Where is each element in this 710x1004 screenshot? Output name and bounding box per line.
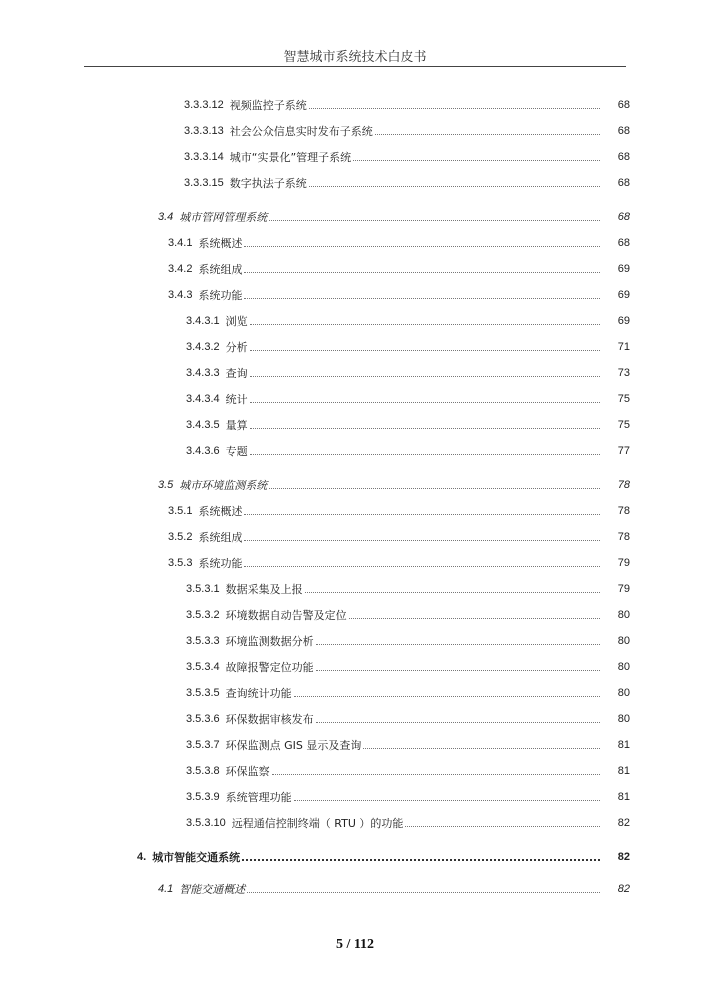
toc-entry-title: 环境监测数据分析 [225,635,314,648]
toc-entry-title: 系统组成 [198,531,243,544]
toc-entry-page: 71 [617,341,630,353]
toc-entry-page: 82 [617,817,630,829]
toc-entry-page: 75 [617,393,630,405]
toc-dot-leader [353,160,600,161]
toc-entry[interactable] [186,442,630,458]
toc-dot-leader [244,514,600,515]
toc-dot-leader [294,696,600,697]
toc-dot-leader [294,800,600,801]
toc-entry-number: 3.5.3 [168,557,193,569]
toc-entry[interactable] [186,788,630,804]
toc-entry-title: 数据采集及上报 [225,583,303,596]
toc-entry-page: 80 [617,635,630,647]
toc-entry-page: 79 [617,583,630,595]
toc-dot-leader [363,748,600,749]
toc-entry-title: 视频监控子系统 [229,99,307,112]
toc-entry-number: 3.4 [158,211,174,223]
toc-entry-number: 3.5.3.1 [186,583,220,595]
toc-dot-leader [269,220,600,221]
toc-entry[interactable] [186,814,630,830]
toc-entry-number: 3.4.1 [168,237,193,249]
toc-dot-leader [375,134,600,135]
toc-entry-page: 68 [617,151,630,163]
toc-entry-number: 3.5.1 [168,505,193,517]
toc-entry[interactable] [186,416,630,432]
toc-entry[interactable] [186,762,630,778]
toc-entry-title: 社会公众信息实时发布子系统 [229,125,373,138]
toc-entry-title: 环保数据审核发布 [225,713,314,726]
toc-entry-number: 3.3.3.12 [184,99,224,111]
toc-entry-page: 69 [617,289,630,301]
toc-entry[interactable] [158,880,630,896]
toc-entry[interactable] [186,364,630,380]
toc-entry[interactable] [186,390,630,406]
toc-entry-title: 数字执法子系统 [229,177,307,190]
toc-dot-leader [244,566,600,567]
toc-entry-number: 3.5.3.7 [186,739,220,751]
toc-entry-title: 系统管理功能 [225,791,292,804]
toc-entry-page: 80 [617,687,630,699]
toc-entry-number: 3.5.2 [168,531,193,543]
toc-entry-title: 系统概述 [198,237,243,250]
toc-entry-title: 查询 [225,367,248,380]
toc-dot-leader [309,186,600,187]
toc-entry-page: 79 [617,557,630,569]
toc-entry[interactable] [137,848,630,864]
toc-entry-page: 80 [617,609,630,621]
toc-entry-page: 78 [617,505,630,517]
toc-entry-title: 故障报警定位功能 [225,661,314,674]
toc-entry[interactable] [186,580,630,596]
toc-dot-leader [247,892,600,893]
toc-entry[interactable] [184,122,630,138]
toc-entry-number: 3.3.3.15 [184,177,224,189]
toc-entry-number: 3.4.3.3 [186,367,220,379]
toc-entry-number: 3.4.3.4 [186,393,220,405]
toc-entry[interactable] [186,338,630,354]
toc-entry-page: 75 [617,419,630,431]
toc-entry[interactable] [186,710,630,726]
toc-entry[interactable] [184,174,630,190]
toc-dot-leader [244,272,600,273]
toc-entry-number: 3.4.3.1 [186,315,220,327]
toc-dot-leader [250,428,600,429]
toc-entry-number: 3.5.3.6 [186,713,220,725]
toc-entry-title: 环境数据自动告警及定位 [225,609,347,622]
toc-dot-leader [250,350,600,351]
toc-dot-leader [250,454,600,455]
toc-entry-number: 3.4.3.2 [186,341,220,353]
toc-entry[interactable] [186,606,630,622]
toc-entry-page: 82 [617,883,630,895]
toc-entry-title: 查询统计功能 [225,687,292,700]
toc-dot-leader [272,774,600,775]
toc-dot-leader [316,644,600,645]
toc-entry-title: 分析 [225,341,248,354]
toc-entry[interactable] [168,528,630,544]
toc-entry-title: 系统功能 [198,557,243,570]
toc-entry-number: 3.5 [158,479,174,491]
toc-entry[interactable] [158,208,630,224]
toc-entry-number: 3.4.3.5 [186,419,220,431]
toc-entry-title: 城市管网管理系统 [179,211,268,224]
toc-dot-leader [250,376,600,377]
page-footer: 5 / 112 [335,937,375,952]
toc-entry-page: 82 [617,851,630,863]
toc-entry-number: 3.3.3.14 [184,151,224,163]
toc-entry[interactable] [186,736,630,752]
toc-entry-page: 78 [617,479,630,491]
toc-dot-leader [250,324,600,325]
toc-entry-number: 3.4.2 [168,263,193,275]
toc-entry-number: 3.5.3.2 [186,609,220,621]
toc-dot-leader [349,618,600,619]
toc-entry-page: 78 [617,531,630,543]
toc-entry-title: 远程通信控制终端（ RTU ）的功能 [231,817,404,830]
toc-entry-title: 系统概述 [198,505,243,518]
toc-entry-title: 统计 [225,393,248,406]
toc-entry-number: 3.5.3.10 [186,817,226,829]
toc-entry-title: 环保监测点 GIS 显示及查询 [225,739,362,752]
toc-entry-page: 80 [617,713,630,725]
toc-entry-title: 量算 [225,419,248,432]
toc-entry-page: 81 [617,739,630,751]
toc-entry-page: 77 [617,445,630,457]
toc-dot-leader [244,246,600,247]
toc-dot-leader [244,540,600,541]
toc-entry-page: 68 [617,99,630,111]
toc-entry[interactable] [184,96,630,112]
toc-entry[interactable] [168,502,630,518]
toc-entry-page: 81 [617,791,630,803]
toc-entry[interactable] [186,312,630,328]
toc-entry-title: 专题 [225,445,248,458]
toc-entry-page: 81 [617,765,630,777]
toc-entry-page: 68 [617,211,630,223]
toc-entry-number: 3.4.3 [168,289,193,301]
toc-entry-number: 3.5.3.5 [186,687,220,699]
toc-entry-page: 68 [617,237,630,249]
toc-entry-title: 系统功能 [198,289,243,302]
toc-entry-title: 城市智能交通系统 [152,851,241,864]
toc-entry-number: 3.4.3.6 [186,445,220,457]
toc-entry-number: 3.5.3.3 [186,635,220,647]
toc-entry-number: 4.1 [158,883,174,895]
toc-entry-page: 69 [617,263,630,275]
toc-dot-leader [242,859,600,861]
toc-entry[interactable] [168,260,630,276]
toc-dot-leader [316,670,600,671]
page-header: 智慧城市系统技术白皮书 [283,50,427,65]
toc-entry[interactable] [168,286,630,302]
toc-entry-title: 城市“实景化”管理子系统 [229,151,352,164]
toc-entry[interactable] [158,476,630,492]
toc-entry-title: 系统组成 [198,263,243,276]
toc-entry-page: 73 [617,367,630,379]
toc-entry-number: 3.5.3.9 [186,791,220,803]
toc-dot-leader [269,488,600,489]
toc-entry-number: 4. [137,851,147,863]
toc-entry[interactable] [168,554,630,570]
toc-dot-leader [316,722,600,723]
toc-entry-title: 智能交通概述 [179,883,246,896]
toc-dot-leader [405,826,600,827]
toc-entry[interactable] [168,234,630,250]
toc-entry[interactable] [186,684,630,700]
toc-dot-leader [244,298,600,299]
toc-entry[interactable] [186,632,630,648]
toc-entry-page: 69 [617,315,630,327]
toc-entry-page: 68 [617,177,630,189]
toc-entry-title: 城市环境监测系统 [179,479,268,492]
toc-entry-number: 3.5.3.4 [186,661,220,673]
toc-entry[interactable] [184,148,630,164]
toc-dot-leader [309,108,600,109]
toc-entry-page: 68 [617,125,630,137]
toc-entry-number: 3.5.3.8 [186,765,220,777]
toc-dot-leader [250,402,600,403]
toc-entry-title: 浏览 [225,315,248,328]
toc-entry-title: 环保监察 [225,765,270,778]
toc-entry-number: 3.3.3.13 [184,125,224,137]
toc-entry[interactable] [186,658,630,674]
toc-dot-leader [305,592,600,593]
toc-entry-page: 80 [617,661,630,673]
